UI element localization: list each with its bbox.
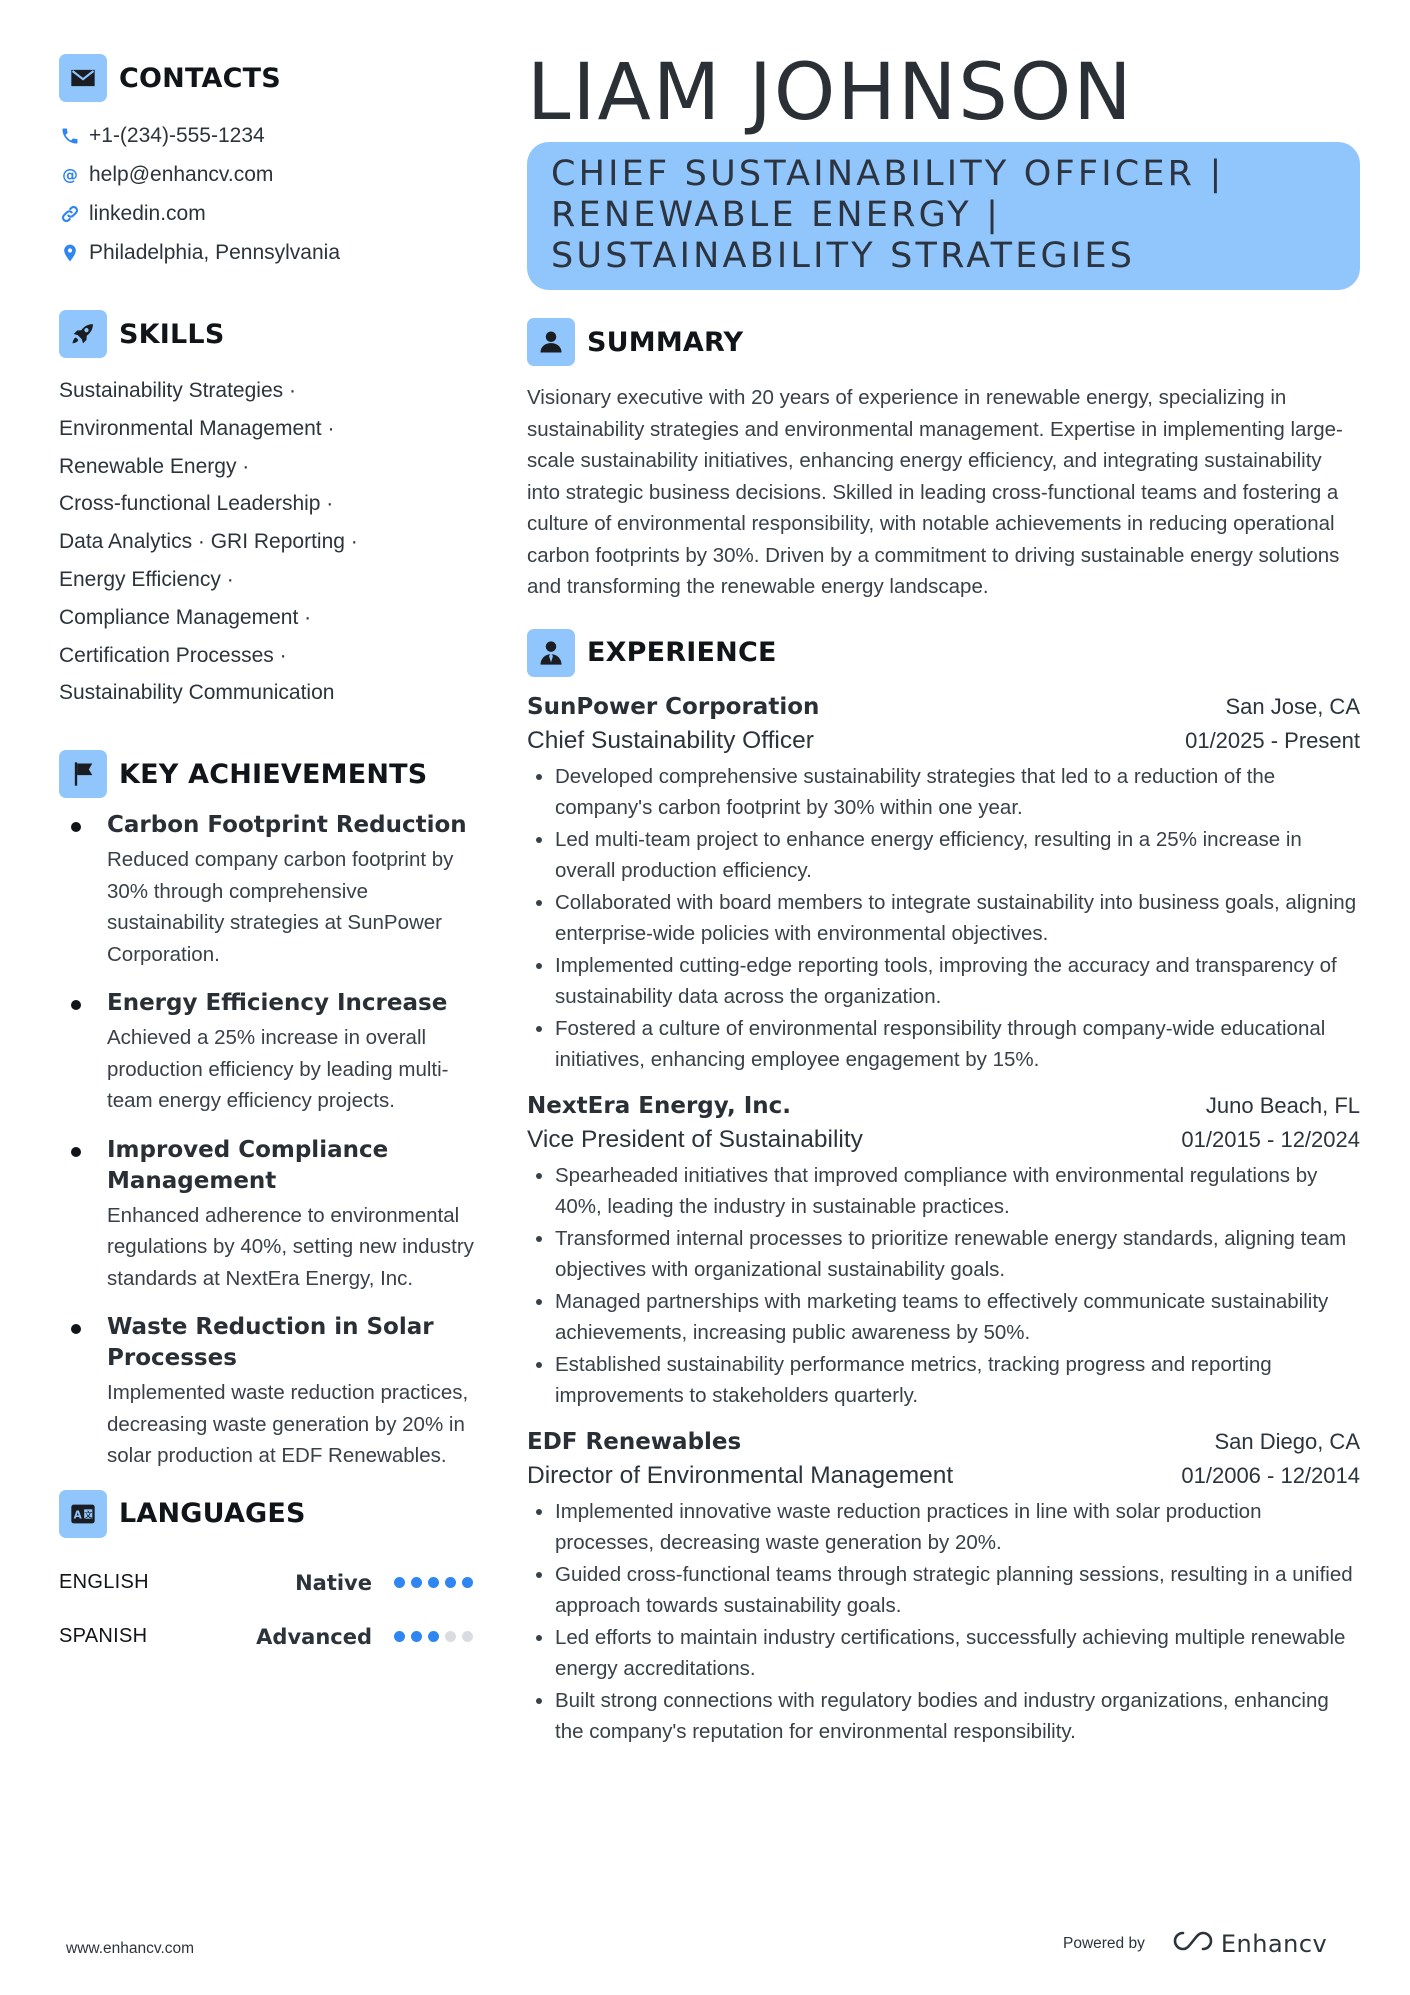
contact-phone[interactable]: [59, 116, 479, 155]
job-bullet: Fostered a culture of environmental responsibility through company-wide educational initiatives, enhancing employee engagement by 15%.: [527, 1013, 1360, 1076]
summary-header: [527, 318, 1360, 366]
job-dates: 01/2006 - 12/2014: [1181, 1462, 1360, 1488]
rating-dot-filled: [394, 1577, 405, 1588]
enhancv-logo-icon: [1169, 1928, 1217, 1959]
skills-title: SKILLS: [119, 318, 225, 350]
footer-website-link[interactable]: www.enhancv.com: [66, 1940, 195, 1957]
job-entry: [527, 691, 1360, 1076]
rating-dot-filled: [445, 1577, 456, 1588]
skills-section: [59, 310, 479, 712]
at-sign-icon: [59, 164, 81, 186]
company-name: EDF Renewables: [527, 1428, 742, 1455]
rating-dot-filled: [428, 1577, 439, 1588]
achievement-item: [59, 1135, 479, 1295]
job-entry: [527, 1426, 1360, 1748]
language-level: Native: [295, 1570, 372, 1595]
skill-line: Sustainability Communication: [59, 681, 335, 705]
contacts-title: CONTACTS: [119, 62, 281, 94]
language-row: [59, 1556, 479, 1610]
achievement-desc: Enhanced adherence to environmental regulations by 40%, setting new industry standards at NextEra Energy, Inc.: [107, 1203, 474, 1290]
achievement-desc: Reduced company carbon footprint by 30% through comprehensive sustainability strategies at SunPower Corporation.: [107, 848, 454, 966]
bullet-dot: [536, 900, 542, 906]
bullet-dot: [536, 774, 542, 780]
job-role: Director of Environmental Management: [527, 1461, 954, 1489]
experience-header: [527, 629, 1360, 677]
bullet-dot: [71, 822, 81, 832]
rating-dot-filled: [411, 1577, 422, 1588]
skills-list: [59, 372, 479, 712]
job-location: Juno Beach, FL: [1205, 1092, 1360, 1118]
phone-text: +1-(234)-555-1234: [89, 123, 265, 147]
job-bullet: Implemented innovative waste reduction practices in line with solar production processes, decreasing waste generation by 20%.: [527, 1496, 1360, 1559]
languages-title: LANGUAGES: [119, 1498, 306, 1530]
achievement-desc: Achieved a 25% increase in overall production efficiency by leading multi-team energy efficiency projects.: [107, 1026, 449, 1113]
bullet-dot: [71, 1147, 81, 1157]
bullet-dot: [536, 1698, 542, 1704]
job-dates: 01/2015 - 12/2024: [1181, 1126, 1360, 1152]
job-bullet: Collaborated with board members to integrate sustainability into business goals, aligning enterprise-wide policies with environmental objectives.: [527, 887, 1360, 950]
job-role: Vice President of Sustainability: [527, 1125, 863, 1153]
footer-branding[interactable]: [1063, 1928, 1327, 1959]
svg-text:A: A: [73, 1509, 82, 1522]
summary-text: Visionary executive with 20 years of experience in renewable energy, specializing in sustainability strategies and environmental management. Expertise in implementing large-scale sustainability initiatives, enhancing energy efficiency, and integrating sustainability into strategic business decisions. Skilled in leading cross-functional teams and fostering a culture of environmental responsibility, with notable achievements in reducing operational carbon footprints by 30%. Driven by a commitment to driving sustainable energy solutions and transforming the renewable energy landscape.: [527, 386, 1343, 598]
achievements-title: KEY ACHIEVEMENTS: [119, 758, 428, 790]
contacts-header: [59, 54, 479, 102]
brand-name: Enhancv: [1220, 1929, 1328, 1958]
achievement-item: [59, 1312, 479, 1472]
languages-section: [59, 1490, 479, 1664]
job-bullet: Led efforts to maintain industry certifications, successfully achieving multiple renewable energy accreditations.: [527, 1622, 1360, 1685]
achievement-item: [59, 810, 479, 970]
skill-line: Energy Efficiency ·: [59, 567, 234, 591]
bullet-dot: [536, 1173, 542, 1179]
skill-line: Environmental Management ·: [59, 416, 335, 440]
job-role: Chief Sustainability Officer: [527, 726, 814, 754]
skill-line: Data Analytics · GRI Reporting ·: [59, 530, 358, 554]
language-row: [59, 1610, 479, 1664]
summary-section: [527, 318, 1360, 603]
summary-title: SUMMARY: [587, 326, 744, 358]
bullet-dot: [536, 1635, 542, 1641]
skill-line: Cross-functional Leadership ·: [59, 492, 334, 516]
flag-icon: [59, 750, 107, 798]
achievement-desc: Implemented waste reduction practices, decreasing waste generation by 20% in solar production at EDF Renewables.: [107, 1381, 469, 1468]
job-bullet: Implemented cutting-edge reporting tools, improving the accuracy and transparency of sustainability data across the organization.: [527, 950, 1360, 1013]
skill-line: Certification Processes ·: [59, 643, 287, 667]
contact-email[interactable]: [59, 155, 479, 194]
achievement-item: [59, 988, 479, 1117]
rating-dot-empty: [445, 1631, 456, 1642]
linkedin-text: linkedin.com: [89, 201, 206, 225]
job-bullet: Established sustainability performance metrics, tracking progress and reporting improvements to stakeholders quarterly.: [527, 1349, 1360, 1412]
job-location: San Diego, CA: [1214, 1428, 1360, 1454]
job-bullet: Managed partnerships with marketing teams to effectively communicate sustainability achievements, increasing public awareness by 50%.: [527, 1286, 1360, 1349]
skill-line: Sustainability Strategies ·: [59, 379, 296, 402]
translate-icon: [59, 1490, 107, 1538]
bullet-dot: [536, 1509, 542, 1515]
location-text: Philadelphia, Pennsylvania: [89, 240, 341, 264]
language-level: Advanced: [256, 1624, 372, 1649]
bullet-dot: [536, 963, 542, 969]
skills-header: [59, 310, 479, 358]
candidate-name: LIAM JOHNSON: [527, 48, 1134, 138]
rating-dot-filled: [428, 1631, 439, 1642]
email-text: help@enhancv.com: [89, 162, 274, 186]
company-name: SunPower Corporation: [527, 693, 820, 720]
skill-line: Renewable Energy ·: [59, 454, 250, 478]
company-name: NextEra Energy, Inc.: [527, 1092, 792, 1119]
user-icon: [527, 318, 575, 366]
envelope-icon: [59, 54, 107, 102]
right-column: [527, 50, 1360, 1748]
achievements-section: [59, 750, 479, 1472]
bullet-dot: [71, 1000, 81, 1010]
bullet-dot: [536, 1236, 542, 1242]
contacts-section: [59, 54, 479, 272]
job-dates: 01/2025 - Present: [1185, 727, 1360, 753]
achievement-title: Carbon Footprint Reduction: [107, 812, 467, 839]
job-bullet: Spearheaded initiatives that improved compliance with environmental regulations by 40%, leading the industry in sustainable practices.: [527, 1160, 1360, 1223]
left-column: [59, 54, 479, 1664]
rocket-icon: [59, 310, 107, 358]
rating-dot-filled: [411, 1631, 422, 1642]
job-bullet: Transformed internal processes to prioritize renewable energy standards, aligning team objectives with organizational sustainability goals.: [527, 1223, 1360, 1286]
language-rating: [394, 1631, 479, 1642]
experience-title: EXPERIENCE: [587, 637, 777, 668]
bullet-dot: [536, 837, 542, 843]
powered-by-text: Powered by: [1063, 1934, 1145, 1952]
job-bullet: Led multi-team project to enhance energy efficiency, resulting in a 25% increase in overall production efficiency.: [527, 824, 1360, 887]
bullet-dot: [536, 1299, 542, 1305]
job-location: San Jose, CA: [1225, 693, 1360, 719]
phone-icon: [59, 125, 81, 147]
headline-banner: CHIEF SUSTAINABILITY OFFICER | RENEWABLE ENERGY | SUSTAINABILITY STRATEGIES: [527, 142, 1360, 290]
job-entry: [527, 1090, 1360, 1412]
rating-dot-filled: [462, 1577, 473, 1588]
svg-text:文: 文: [84, 1509, 93, 1520]
language-name: ENGLISH: [59, 1571, 149, 1594]
achievement-title: Energy Efficiency Increase: [107, 990, 448, 1017]
achievements-header: [59, 750, 479, 798]
rating-dot-empty: [462, 1631, 473, 1642]
bullet-dot: [536, 1026, 542, 1032]
achievement-title: Improved Compliance Management: [107, 1136, 389, 1194]
business-person-icon: [527, 629, 575, 677]
bullet-dot: [71, 1324, 81, 1334]
language-name: SPANISH: [59, 1625, 148, 1648]
bullet-dot: [536, 1572, 542, 1578]
experience-section: [527, 629, 1360, 1748]
languages-header: [59, 1490, 479, 1538]
bullet-dot: [536, 1362, 542, 1368]
job-bullet: Built strong connections with regulatory bodies and industry organizations, enhancing the company's reputation for environmental responsibility.: [527, 1685, 1360, 1748]
contact-linkedin[interactable]: [59, 194, 479, 233]
skill-line: Compliance Management ·: [59, 605, 312, 629]
svg-text:@: @: [62, 164, 78, 184]
contact-location: [59, 233, 479, 272]
link-icon: [59, 203, 81, 225]
job-bullet: Guided cross-functional teams through strategic planning sessions, resulting in a unified approach towards sustainability goals.: [527, 1559, 1360, 1622]
rating-dot-filled: [394, 1631, 405, 1642]
language-rating: [394, 1577, 479, 1588]
job-bullet: Developed comprehensive sustainability strategies that led to a reduction of the company's carbon footprint by 30% within one year.: [527, 761, 1360, 824]
achievement-title: Waste Reduction in Solar Processes: [107, 1314, 434, 1372]
map-pin-icon: [59, 242, 81, 264]
